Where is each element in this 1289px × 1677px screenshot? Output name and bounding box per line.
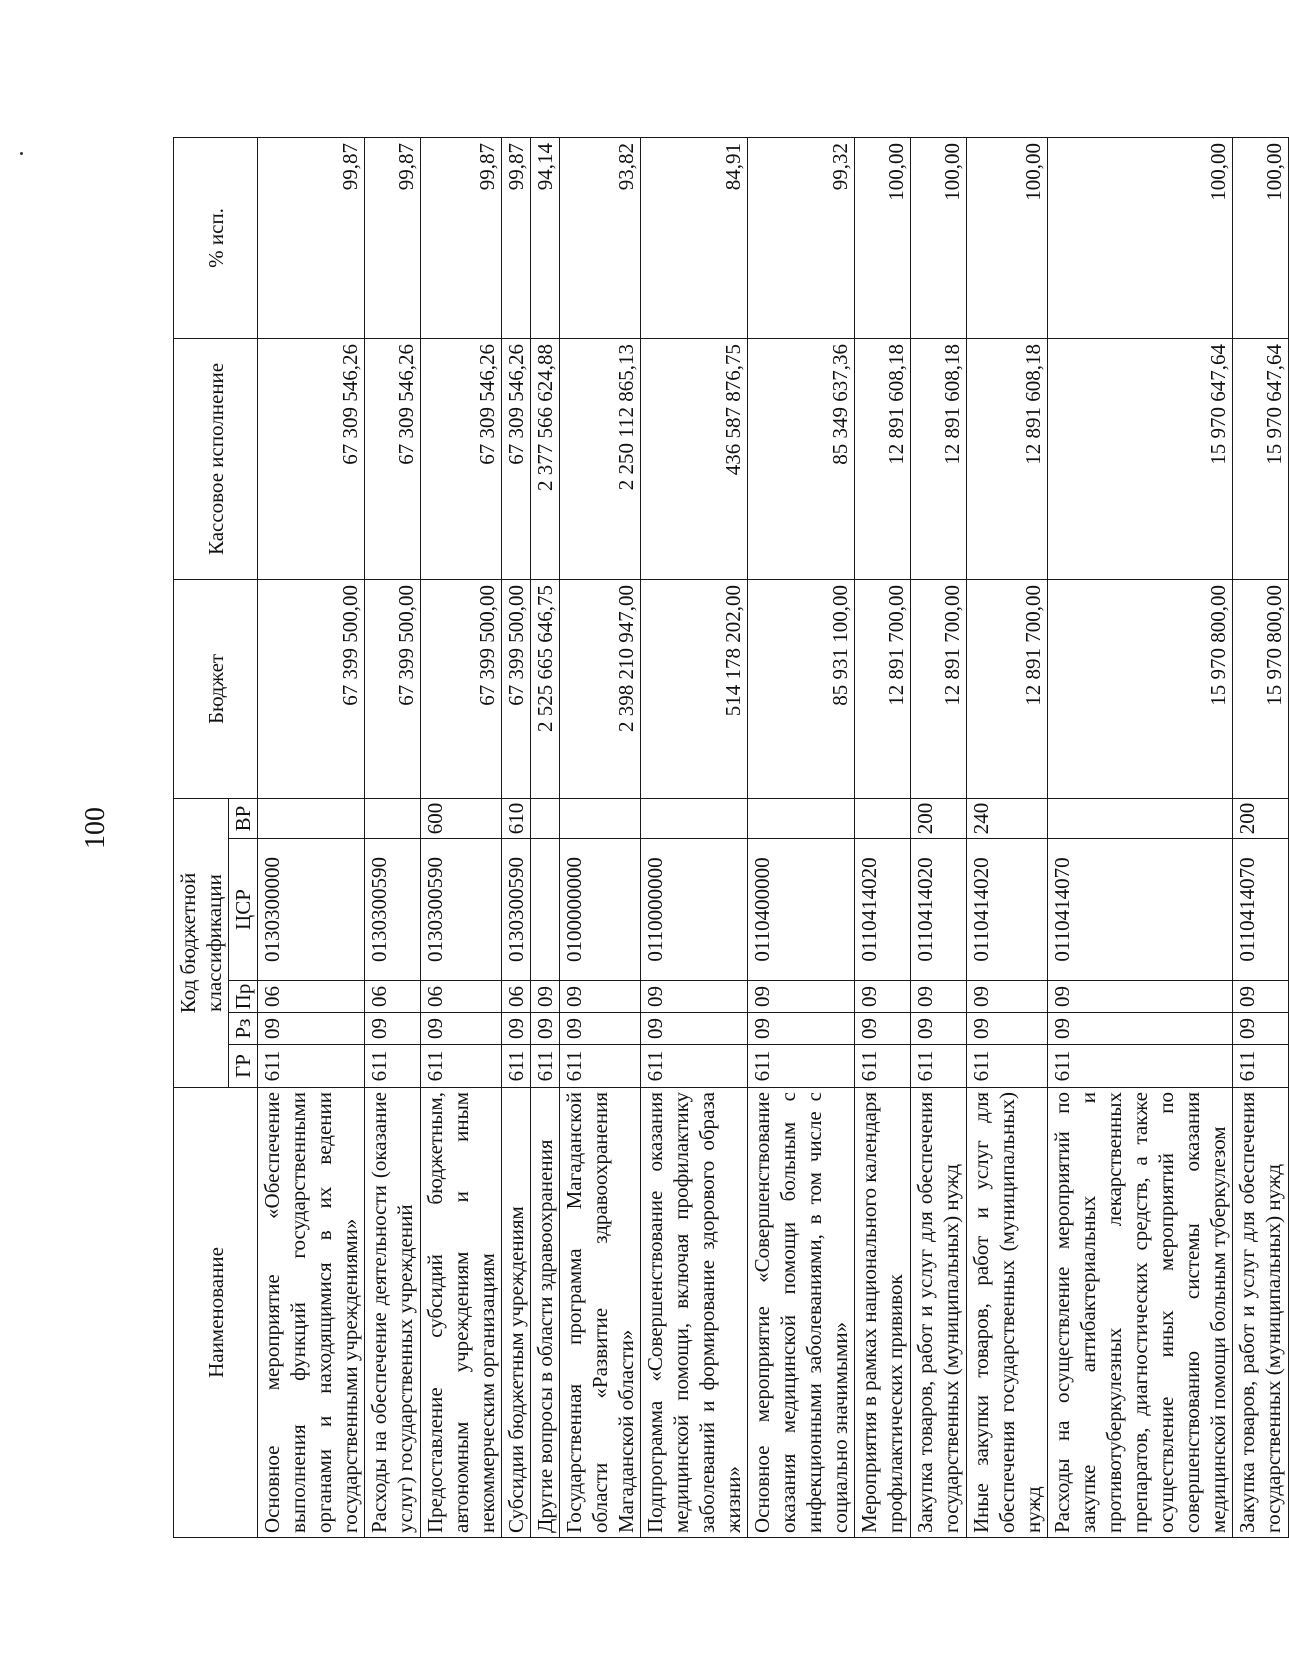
cell-vr (641, 798, 748, 838)
cell-gr: 611 (748, 1045, 855, 1088)
cell-rz: 09 (502, 1013, 531, 1045)
cell-pct: 99,87 (421, 137, 502, 338)
cell-cash: 67 309 546,26 (421, 338, 502, 579)
cell-rz: 09 (531, 1013, 560, 1045)
cell-cash: 15 970 647,64 (1048, 338, 1233, 579)
cell-csr: 0100000000 (560, 839, 641, 981)
stray-dot (20, 152, 23, 155)
table-row (258, 137, 365, 1537)
cell-pct: 99,32 (748, 137, 855, 338)
cell-pr: 09 (748, 981, 855, 1013)
table-row (855, 137, 911, 1537)
cell-name: Основное мероприятие «Совершенствование оказания медицинской помощи больным с инфекционными заболеваниями, в том числе с социально значимыми» (748, 1088, 855, 1538)
header-vr: ВР (229, 798, 258, 838)
cell-vr: 200 (911, 798, 967, 838)
cell-cash: 2 250 112 865,13 (560, 338, 641, 579)
cell-rz: 09 (1048, 1013, 1233, 1045)
cell-vr (1048, 798, 1233, 838)
table-row (1048, 137, 1233, 1537)
header-csr: ЦСР (229, 839, 258, 981)
cell-rz: 09 (855, 1013, 911, 1045)
cell-vr (855, 798, 911, 838)
cell-pr: 09 (1048, 981, 1233, 1013)
cell-name: Расходы на осуществление мероприятий по закупке антибактериальных и противотуберкулезных лекарственных препаратов, диагностических средств, а также осуществление иных мероприятий по совершенствованию системы оказания медицинской помощи больным туберкулезом (1048, 1088, 1233, 1538)
cell-name: Расходы на обеспечение деятельности (оказание услуг) государственных учреждений (365, 1088, 421, 1538)
cell-name: Иные закупки товаров, работ и услуг для обеспечения государственных (муниципальных) нужд (967, 1088, 1048, 1538)
cell-pr: 09 (967, 981, 1048, 1013)
cell-vr: 240 (967, 798, 1048, 838)
cell-rz: 09 (560, 1013, 641, 1045)
cell-vr (748, 798, 855, 838)
cell-pct: 100,00 (967, 137, 1048, 338)
header-code-group: Код бюджетной классификации (174, 798, 229, 1087)
cell-cash: 67 309 546,26 (258, 338, 365, 579)
cell-name: Другие вопросы в области здравоохранения (531, 1088, 560, 1538)
cell-gr: 611 (258, 1045, 365, 1088)
header-rz: Рз (229, 1013, 258, 1045)
cell-pr: 06 (421, 981, 502, 1013)
cell-pct: 99,87 (365, 137, 421, 338)
cell-budget: 85 931 100,00 (748, 579, 855, 798)
cell-rz: 09 (1233, 1013, 1289, 1045)
cell-gr: 611 (365, 1045, 421, 1088)
cell-cash: 12 891 608,18 (911, 338, 967, 579)
table-row (421, 137, 502, 1537)
cell-rz: 09 (421, 1013, 502, 1045)
cell-cash: 12 891 608,18 (967, 338, 1048, 579)
cell-csr (531, 839, 560, 981)
cell-cash: 2 377 566 624,88 (531, 338, 560, 579)
cell-cash: 15 970 647,64 (1233, 338, 1289, 579)
cell-pct: 100,00 (1233, 137, 1289, 338)
cell-vr (258, 798, 365, 838)
cell-gr: 611 (967, 1045, 1048, 1088)
table-row (502, 137, 531, 1537)
cell-pct: 94,14 (531, 137, 560, 338)
cell-rz: 09 (967, 1013, 1048, 1045)
cell-name: Подпрограмма «Совершенствование оказания медицинской помощи, включая профилактику заболеваний и формирование здорового образа жизни» (641, 1088, 748, 1538)
cell-csr: 0130300000 (258, 839, 365, 981)
cell-name: Мероприятия в рамках национального календаря профилактических прививок (855, 1088, 911, 1538)
cell-budget: 15 970 800,00 (1233, 579, 1289, 798)
cell-gr: 611 (855, 1045, 911, 1088)
cell-pct: 84,91 (641, 137, 748, 338)
cell-pr: 09 (855, 981, 911, 1013)
header-budget: Бюджет (174, 579, 258, 798)
cell-pr: 09 (641, 981, 748, 1013)
cell-pr: 09 (911, 981, 967, 1013)
cell-gr: 611 (421, 1045, 502, 1088)
table-body (258, 137, 1289, 1537)
cell-cash: 12 891 608,18 (855, 338, 911, 579)
budget-table (173, 137, 1289, 1538)
cell-vr (365, 798, 421, 838)
cell-pct: 100,00 (911, 137, 967, 338)
cell-budget: 67 399 500,00 (258, 579, 365, 798)
cell-csr: 0130300590 (502, 839, 531, 981)
table-row (911, 137, 967, 1537)
cell-gr: 611 (1233, 1045, 1289, 1088)
header-pr: Пр (229, 981, 258, 1013)
cell-vr: 200 (1233, 798, 1289, 838)
cell-csr: 0130300590 (421, 839, 502, 981)
cell-cash: 67 309 546,26 (365, 338, 421, 579)
cell-cash: 67 309 546,26 (502, 338, 531, 579)
cell-rz: 09 (258, 1013, 365, 1045)
table-row (967, 137, 1048, 1537)
cell-pct: 99,87 (258, 137, 365, 338)
table-row (1233, 137, 1289, 1537)
cell-vr: 610 (502, 798, 531, 838)
cell-budget: 12 891 700,00 (855, 579, 911, 798)
cell-budget: 12 891 700,00 (911, 579, 967, 798)
cell-csr: 0110414020 (855, 839, 911, 981)
cell-vr (531, 798, 560, 838)
cell-name: Государственная программа Магаданской области «Развитие здравоохранения Магаданской области» (560, 1088, 641, 1538)
cell-gr: 611 (641, 1045, 748, 1088)
cell-pr: 06 (258, 981, 365, 1013)
header-cash: Кассовое исполнение (174, 338, 258, 579)
cell-budget: 15 970 800,00 (1048, 579, 1233, 798)
cell-vr (560, 798, 641, 838)
cell-name: Закупка товаров, работ и услуг для обеспечения государственных (муниципальных) нужд (911, 1088, 967, 1538)
cell-csr: 0110414020 (911, 839, 967, 981)
cell-cash: 436 587 876,75 (641, 338, 748, 579)
cell-rz: 09 (641, 1013, 748, 1045)
cell-gr: 611 (1048, 1045, 1233, 1088)
cell-budget: 2 398 210 947,00 (560, 579, 641, 798)
cell-gr: 611 (911, 1045, 967, 1088)
cell-budget: 12 891 700,00 (967, 579, 1048, 798)
cell-budget: 67 399 500,00 (421, 579, 502, 798)
cell-pr: 09 (560, 981, 641, 1013)
cell-gr: 611 (502, 1045, 531, 1088)
table-row (365, 137, 421, 1537)
cell-rz: 09 (365, 1013, 421, 1045)
header-name: Наименование (174, 1088, 258, 1538)
cell-pct: 100,00 (1048, 137, 1233, 338)
cell-rz: 09 (748, 1013, 855, 1045)
cell-budget: 2 525 665 646,75 (531, 579, 560, 798)
cell-cash: 85 349 637,36 (748, 338, 855, 579)
budget-table-container (173, 138, 1286, 1538)
cell-csr: 0130300590 (365, 839, 421, 981)
cell-budget: 67 399 500,00 (502, 579, 531, 798)
cell-vr: 600 (421, 798, 502, 838)
header-row-top (174, 137, 229, 1537)
table-row (531, 137, 560, 1537)
cell-pr: 09 (531, 981, 560, 1013)
header-gr: ГР (229, 1045, 258, 1088)
cell-csr: 0110400000 (748, 839, 855, 981)
cell-pr: 09 (1233, 981, 1289, 1013)
table-row (641, 137, 748, 1537)
cell-budget: 67 399 500,00 (365, 579, 421, 798)
cell-pct: 99,87 (502, 137, 531, 338)
cell-csr: 0110000000 (641, 839, 748, 981)
cell-csr: 0110414070 (1048, 839, 1233, 981)
table-row (560, 137, 641, 1537)
cell-pr: 06 (502, 981, 531, 1013)
cell-rz: 09 (911, 1013, 967, 1045)
cell-csr: 0110414020 (967, 839, 1048, 981)
cell-csr: 0110414070 (1233, 839, 1289, 981)
cell-budget: 514 178 202,00 (641, 579, 748, 798)
cell-pr: 06 (365, 981, 421, 1013)
cell-name: Предоставление субсидий бюджетным, автономным учреждениям и иным некоммерческим организациям (421, 1088, 502, 1538)
cell-pct: 100,00 (855, 137, 911, 338)
cell-name: Основное мероприятие «Обеспечение выполнения функций государственными органами и находящимися в их ведении государственными учреждениями» (258, 1088, 365, 1538)
page-number: 100 (80, 807, 111, 849)
cell-gr: 611 (531, 1045, 560, 1088)
cell-gr: 611 (560, 1045, 641, 1088)
cell-name: Субсидии бюджетным учреждениям (502, 1088, 531, 1538)
table-row (748, 137, 855, 1537)
header-pct: % исп. (174, 137, 258, 338)
cell-name: Закупка товаров, работ и услуг для обеспечения государственных (муниципальных) нужд (1233, 1088, 1289, 1538)
cell-pct: 93,82 (560, 137, 641, 338)
